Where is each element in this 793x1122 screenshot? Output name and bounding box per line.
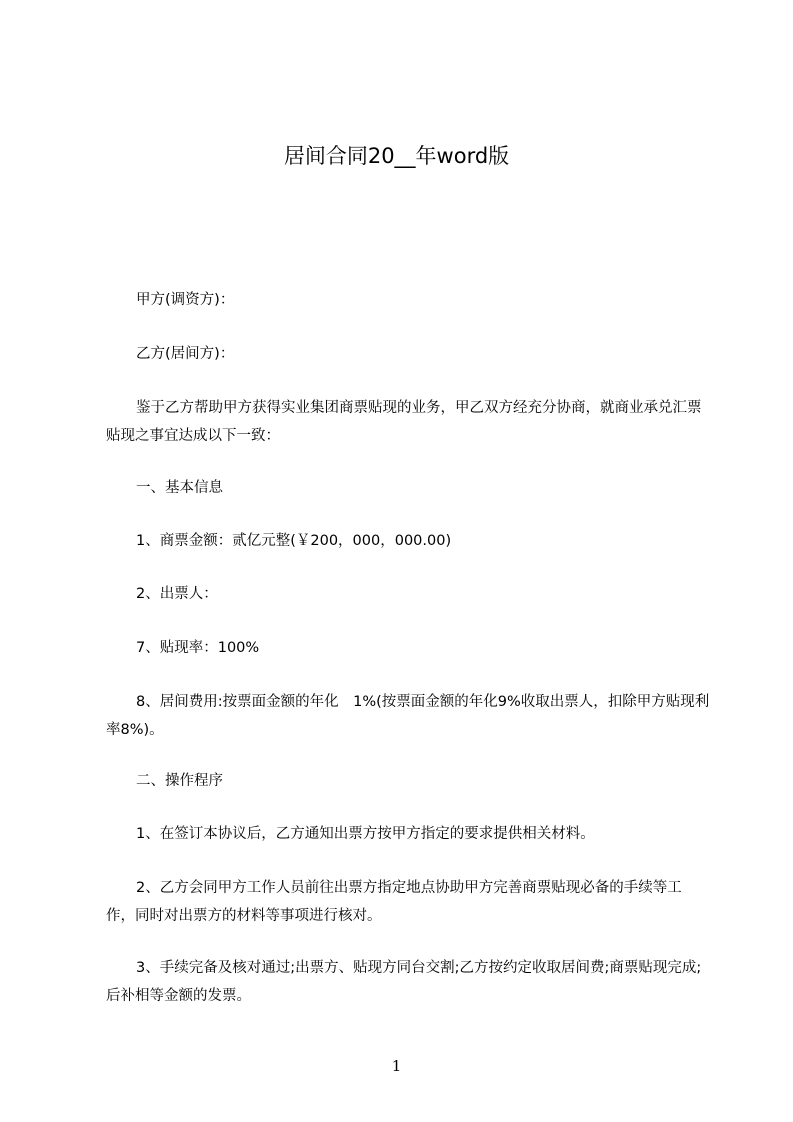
party-b-line [106, 340, 710, 368]
procedure-step-3 [106, 954, 710, 1010]
preamble-text: 鉴于乙方帮助甲方获得实业集团商票贴现的业务，甲乙双方经充分协商，就商业承兑汇票贴现之事宜达成以下一致： [106, 400, 702, 444]
procedure-step-2 [106, 874, 710, 930]
clause-discount-rate [106, 634, 710, 662]
preamble-paragraph [106, 394, 710, 450]
clause-text: 7、贴现率：100% [136, 640, 260, 656]
procedure-step-1 [106, 820, 710, 848]
clause-text: 1、商票金额：贰亿元整(￥200，000，000.00) [136, 533, 452, 549]
section-heading-procedure [106, 767, 710, 795]
clause-text: 2、出票人： [136, 586, 218, 602]
section-heading-text: 二、操作程序 [136, 773, 223, 789]
document-title: 居间合同20__年word版 [283, 144, 510, 168]
party-b-text: 乙方(居间方)： [136, 346, 235, 362]
procedure-text: 3、手续完备及核对通过;出票方、贴现方同台交割;乙方按约定收取居间费;商票贴现完成;后补相等金额的发票。 [106, 960, 702, 1004]
section-heading-basic-info [106, 474, 710, 502]
clause-text: 8、居间费用:按票面金额的年化 1%(按票面金额的年化9%收取出票人，扣除甲方贴现利率8%)。 [106, 694, 710, 738]
section-heading-text: 一、基本信息 [136, 480, 223, 496]
procedure-text: 1、在签订本协议后，乙方通知出票方按甲方指定的要求提供相关材料。 [136, 826, 595, 842]
clause-amount [106, 527, 710, 555]
party-a-line [106, 286, 710, 314]
clause-brokerage-fee [106, 688, 710, 744]
page-number: 1 [391, 1057, 402, 1075]
clause-drawer [106, 580, 710, 608]
party-a-text: 甲方(调资方)： [136, 292, 235, 308]
procedure-text: 2、乙方会同甲方工作人员前往出票方指定地点协助甲方完善商票贴现必备的手续等工作，同时对出票方的材料等事项进行核对。 [106, 880, 682, 924]
